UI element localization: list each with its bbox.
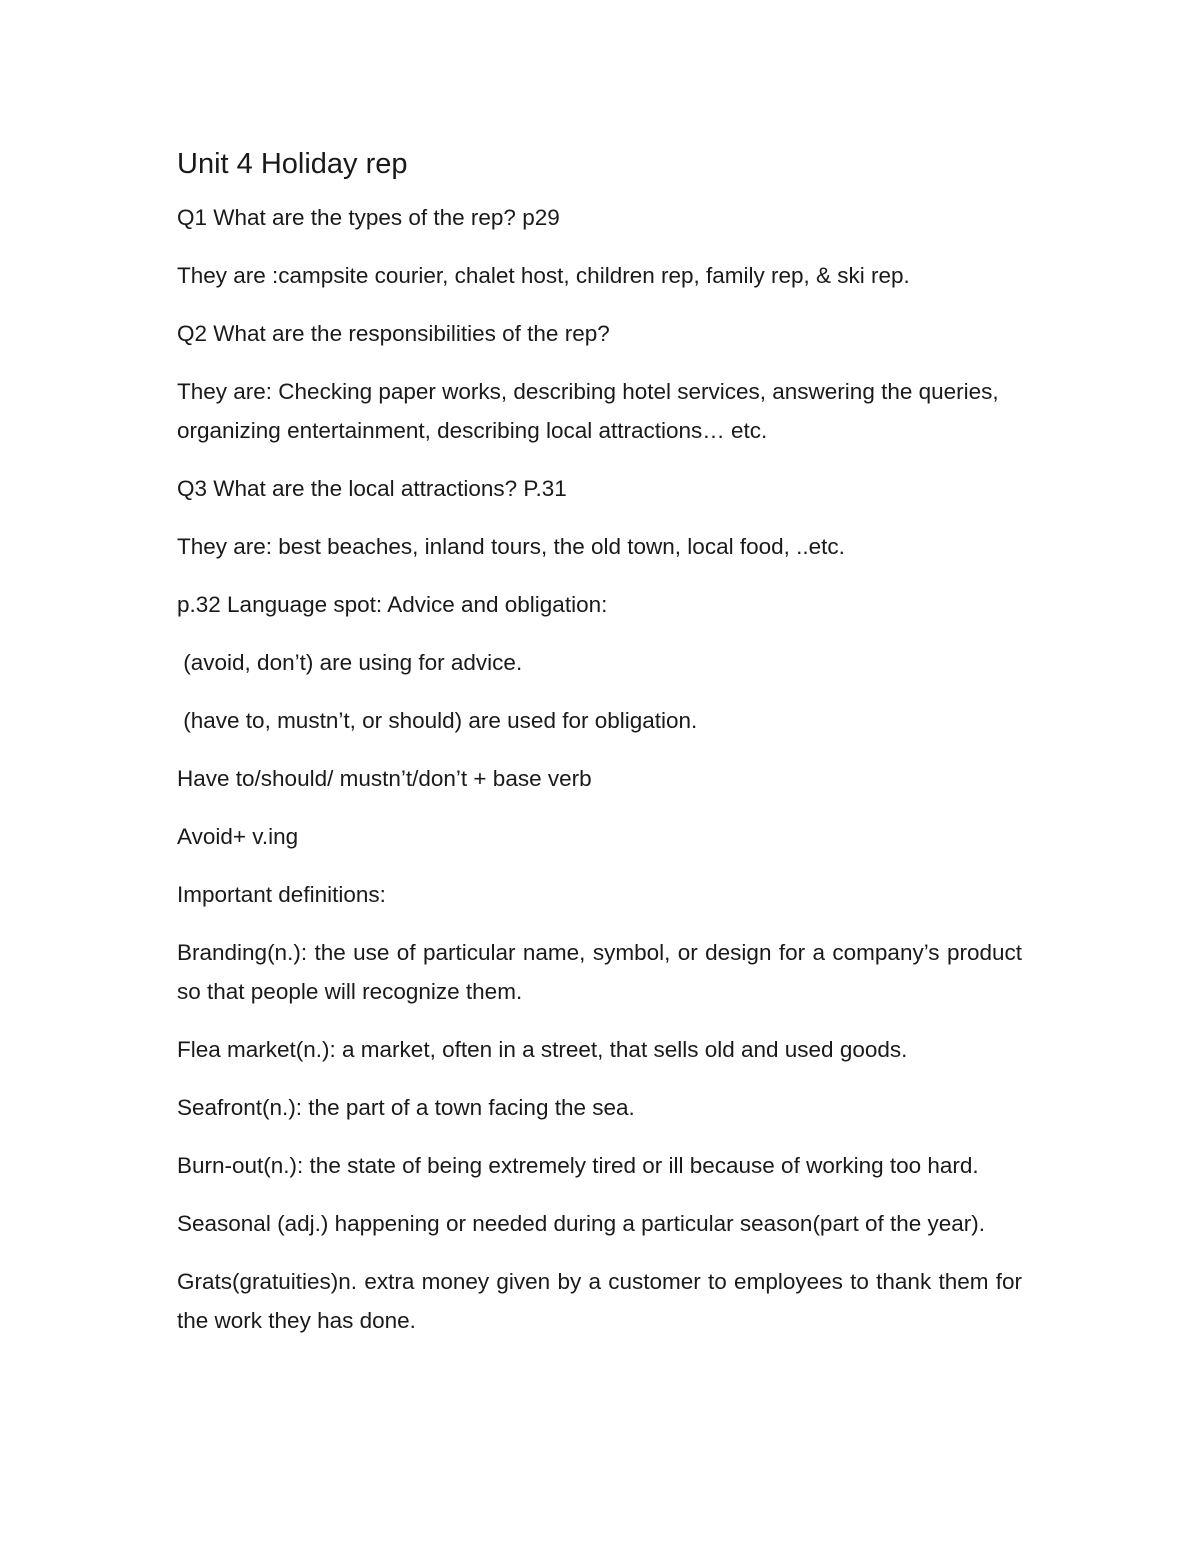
obligation-note: (have to, mustn’t, or should) are used for obligation. xyxy=(177,708,698,733)
question-3: Q3 What are the local attractions? P.31 xyxy=(177,476,567,501)
grammar-rule-base-verb: Have to/should/ mustn’t/don’t + base verb xyxy=(177,766,592,791)
definition-grats: Grats(gratuities)n. extra money given by a customer to employees to thank them for the work they has done. xyxy=(177,1269,1022,1333)
answer-1: They are :campsite courier, chalet host, children rep, family rep, & ski rep. xyxy=(177,263,910,288)
grammar-rule-avoid: Avoid+ v.ing xyxy=(177,824,299,849)
advice-note: (avoid, don’t) are using for advice. xyxy=(177,650,523,675)
document-title: Unit 4 Holiday rep xyxy=(177,148,408,180)
document-body xyxy=(177,143,1022,1359)
question-1: Q1 What are the types of the rep? p29 xyxy=(177,205,560,230)
answer-3: They are: best beaches, inland tours, the old town, local food, ..etc. xyxy=(177,534,845,559)
language-spot-heading: p.32 Language spot: Advice and obligation: xyxy=(177,592,608,617)
definition-branding: Branding(n.): the use of particular name, symbol, or design for a company’s product so that people will recognize them. xyxy=(177,940,1022,1004)
definition-burn-out: Burn-out(n.): the state of being extremely tired or ill because of working too hard. xyxy=(177,1153,979,1178)
definition-seasonal: Seasonal (adj.) happening or needed during a particular season(part of the year). xyxy=(177,1211,986,1236)
definition-seafront: Seafront(n.): the part of a town facing the sea. xyxy=(177,1095,635,1120)
definitions-heading: Important definitions: xyxy=(177,882,386,907)
answer-2: They are: Checking paper works, describing hotel services, answering the queries, organizing entertainment, describing local attractions… etc. xyxy=(177,379,999,443)
definition-flea-market: Flea market(n.): a market, often in a street, that sells old and used goods. xyxy=(177,1037,908,1062)
question-2: Q2 What are the responsibilities of the rep? xyxy=(177,321,610,346)
